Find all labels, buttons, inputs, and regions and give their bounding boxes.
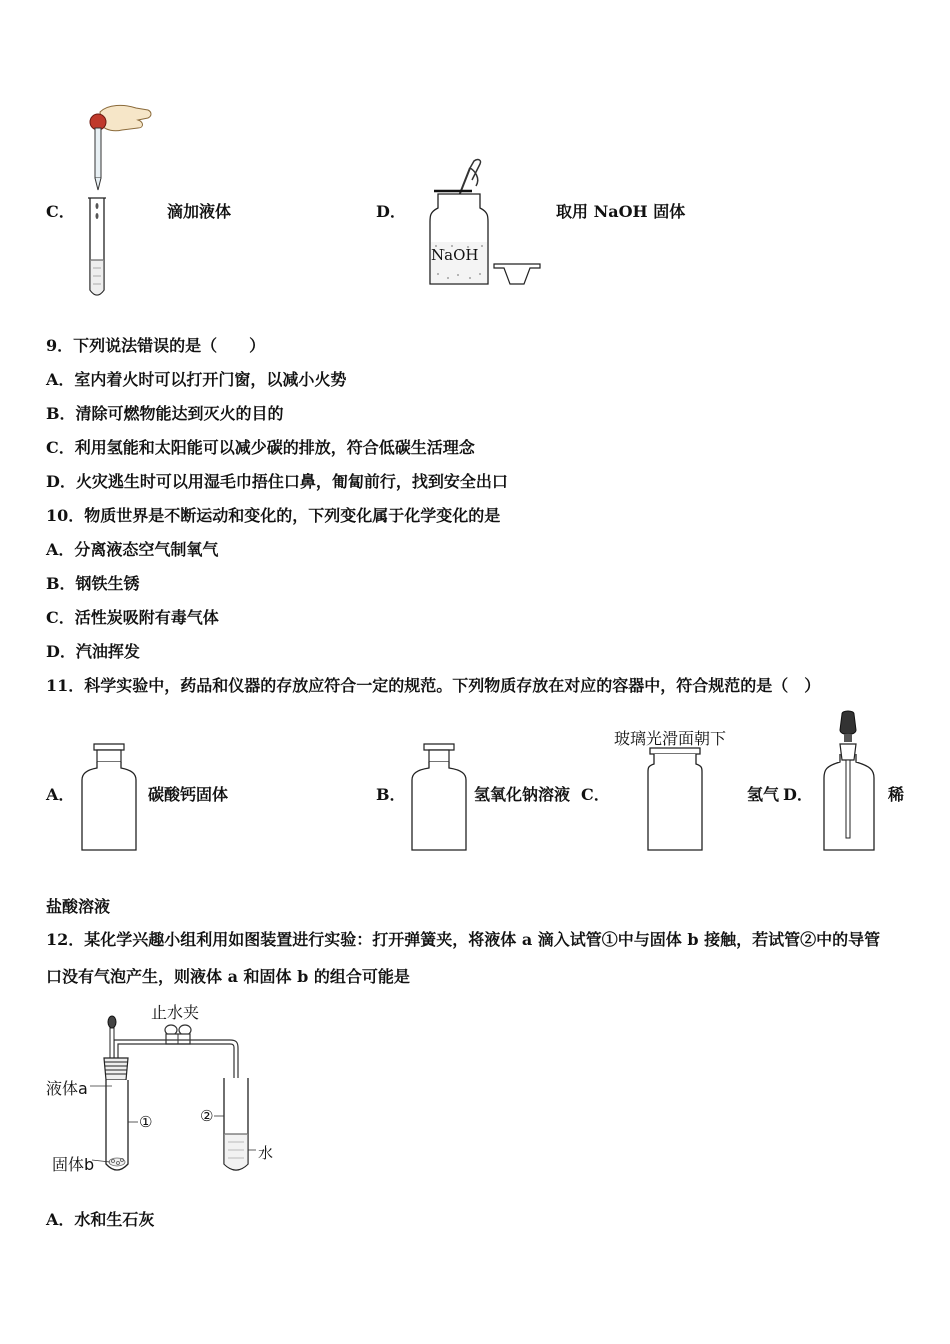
wide-mouth-bottle-a bbox=[80, 742, 140, 854]
liquid-a-label: 液体a bbox=[46, 1079, 88, 1098]
q10-option-a: A．分离液态空气制氧气 bbox=[46, 540, 219, 559]
q11-stem: 11．科学实验中，药品和仪器的存放应符合一定的规范。下列物质存放在对应的容器中，符合规范的是（ ） bbox=[46, 676, 821, 695]
q9-option-a: A．室内着火时可以打开门窗，以减小火势 bbox=[46, 370, 347, 389]
q11-b-label: B． bbox=[376, 785, 406, 804]
q11-a-label: A． bbox=[46, 785, 75, 804]
gas-jar-c bbox=[644, 746, 706, 854]
glass-note-label: 玻璃光滑面朝下 bbox=[614, 729, 727, 748]
naoh-bottle-label: NaOH bbox=[431, 246, 479, 264]
clamp-label: 止水夹 bbox=[151, 1003, 200, 1022]
dropper-test-tube-figure bbox=[78, 100, 158, 305]
q8-d-label: D． bbox=[376, 202, 406, 221]
solid-b-label: 固体b bbox=[52, 1155, 95, 1174]
q8-c-label: C． bbox=[46, 202, 75, 221]
tube-2-label: ② bbox=[200, 1107, 214, 1125]
q11-d-text-cont: 盐酸溶液 bbox=[46, 897, 111, 916]
q11-a-text: 碳酸钙固体 bbox=[148, 785, 229, 804]
q11-d-text: 稀 bbox=[888, 785, 905, 804]
tube-1-label: ① bbox=[139, 1113, 153, 1131]
dropper-bottle-d bbox=[820, 710, 880, 856]
q12-stem-line1: 12．某化学兴趣小组利用如图装置进行实验：打开弹簧夹，将液体 a 滴入试管①中与固体 b 接触，若试管②中的导管 bbox=[46, 930, 881, 949]
q9-option-b: B．清除可燃物能达到灭火的目的 bbox=[46, 404, 284, 423]
narrow-mouth-bottle-b bbox=[410, 742, 470, 854]
q9-option-c: C．利用氢能和太阳能可以减少碳的排放，符合低碳生活理念 bbox=[46, 438, 475, 457]
q8-d-text: 取用 NaOH 固体 bbox=[556, 202, 686, 221]
q8-c-text: 滴加液体 bbox=[167, 202, 232, 221]
q10-option-c: C．活性炭吸附有毒气体 bbox=[46, 608, 219, 627]
q11-c-label: C． bbox=[581, 785, 610, 804]
naoh-bottle-figure bbox=[426, 156, 546, 291]
q12-option-a: A．水和生石灰 bbox=[46, 1210, 155, 1229]
q11-c-text: 氢气 bbox=[747, 785, 780, 804]
q11-d-label: D． bbox=[783, 785, 813, 804]
q10-option-b: B．钢铁生锈 bbox=[46, 574, 140, 593]
q11-b-text: 氢氧化钠溶液 bbox=[474, 785, 571, 804]
q9-option-d: D．火灾逃生时可以用湿毛巾捂住口鼻，匍匐前行，找到安全出口 bbox=[46, 472, 508, 491]
q9-stem: 9．下列说法错误的是（ ） bbox=[46, 336, 266, 355]
q10-option-d: D．汽油挥发 bbox=[46, 642, 140, 661]
water-label: 水 bbox=[258, 1144, 274, 1162]
q12-stem-line2: 口没有气泡产生，则液体 a 和固体 b 的组合可能是 bbox=[46, 967, 410, 986]
q10-stem: 10．物质世界是不断运动和变化的，下列变化属于化学变化的是 bbox=[46, 506, 501, 525]
